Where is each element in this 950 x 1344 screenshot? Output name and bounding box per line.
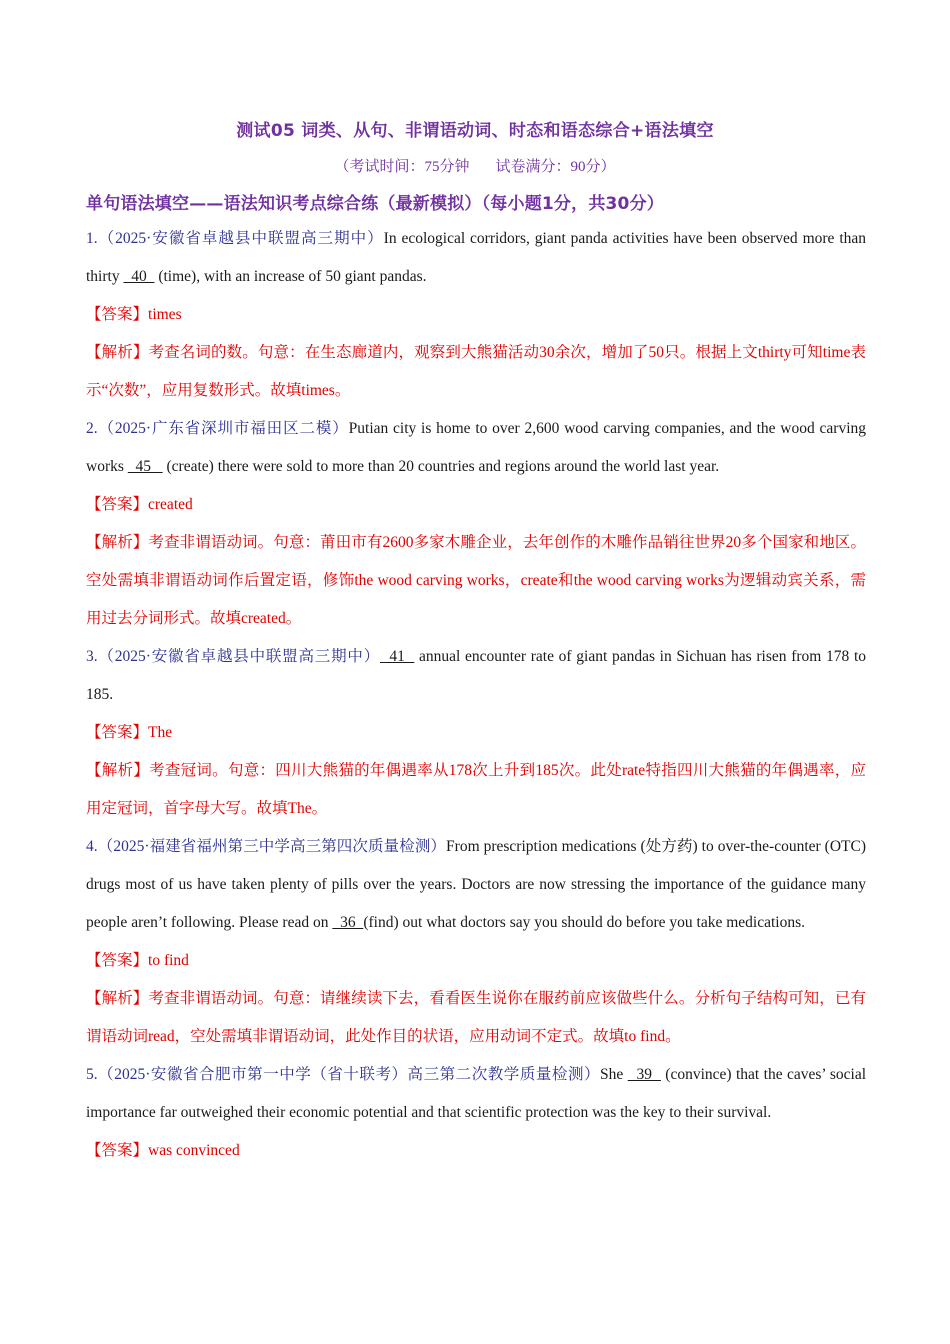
analysis-text: 考查名词的数。句意：在生态廊道内，观察到大熊猫活动30余次，增加了50只。根据上文thirty可知time表示“次数”，应用复数形式。故填times。: [86, 344, 866, 399]
answer-blank: 39: [627, 1066, 661, 1083]
analysis-tag: 【解析】: [86, 534, 149, 551]
answer-value: The: [148, 724, 173, 741]
question-stem-before: Putian city is home to over 2,600 wood carving companies, and the wood carving works: [86, 420, 866, 475]
question-source: （2025·安徽省卓越县中联盟高三期中）: [97, 230, 384, 247]
question-stem-after: (find) out what doctors say you should do before you take medications.: [363, 914, 805, 931]
answer-value: was convinced: [148, 1142, 240, 1159]
analysis-text: 考查非谓语动词。句意：请继续读下去，看看医生说你在服药前应该做些什么。分析句子结构可知，已有谓语动词read，空处需填非谓语动词，此处作目的状语，应用动词不定式。故填to find。: [86, 990, 866, 1045]
answer-value: to find: [148, 952, 189, 969]
question-stem-before: In ecological corridors, giant panda activities have been observed more than thirty: [86, 230, 867, 285]
answer-blank: 41: [380, 648, 415, 665]
answer-blank: 40: [123, 268, 155, 285]
question-item: [86, 828, 866, 1056]
page-title: 测试05 词类、从句、非谓语动词、时态和语态综合+语法填空: [236, 121, 714, 141]
question-stem-after: (create) there were sold to more than 20 countries and regions around the world last year.: [162, 458, 720, 475]
analysis-text: 考查冠词。句意：四川大熊猫的年偶遇率从178次上升到185次。此处rate特指四川大熊猫的年偶遇率，应用定冠词，首字母大写。故填The。: [86, 762, 866, 817]
question-item: [86, 410, 866, 638]
question-text: [86, 220, 866, 296]
answer-tag: 【答案】: [86, 1142, 149, 1159]
answer-line: [86, 486, 866, 524]
analysis-text: 考查非谓语动词。句意：莆田市有2600多家木雕企业，去年创作的木雕作品销往世界20多个国家和地区。空处需填非谓语动词作后置定语，修饰the wood carving works，create和the wood carving works为逻辑动宾关系，需用过去分词形式。故填created。: [86, 534, 866, 627]
analysis-tag: 【解析】: [86, 344, 149, 361]
analysis-tag: 【解析】: [86, 990, 149, 1007]
answer-line: [86, 714, 866, 752]
question-number: 5.: [86, 1066, 98, 1083]
question-list: [86, 220, 866, 1170]
answer-tag: 【答案】: [86, 952, 149, 969]
exam-info: [0, 155, 950, 176]
analysis-line: [86, 524, 866, 638]
question-stem-after: (time), with an increase of 50 giant pandas.: [154, 268, 427, 285]
question-number: 3.: [86, 648, 98, 665]
question-text: [86, 410, 866, 486]
answer-value: created: [148, 496, 193, 513]
answer-tag: 【答案】: [86, 496, 149, 513]
answer-value: times: [148, 306, 182, 323]
question-stem-before: She: [600, 1066, 628, 1083]
question-number: 4.: [86, 838, 98, 855]
analysis-line: [86, 334, 866, 410]
question-text: [86, 638, 866, 714]
question-stem-after: annual encounter rate of giant pandas in Sichuan has risen from 178 to 185.: [86, 648, 867, 703]
answer-tag: 【答案】: [86, 724, 149, 741]
question-source: （2025·安徽省合肥市第一中学（省十联考）高三第二次教学质量检测）: [97, 1066, 601, 1083]
question-stem-after: (convince) that the caves’ social importance far outweighed their economic potential and that scientific protection was the key to their survival.: [86, 1066, 867, 1121]
answer-tag: 【答案】: [86, 306, 149, 323]
analysis-tag: 【解析】: [86, 762, 150, 779]
question-text: [86, 1056, 866, 1132]
analysis-line: [86, 752, 866, 828]
answer-line: [86, 296, 866, 334]
question-source: （2025·安徽省卓越县中联盟高三期中）: [97, 648, 381, 665]
question-number: 1.: [86, 230, 98, 247]
answer-blank: 36: [332, 914, 364, 931]
question-number: 2.: [86, 420, 98, 437]
question-source: （2025·福建省福州第三中学高三第四次质量检测）: [97, 838, 447, 855]
answer-blank: 45: [127, 458, 163, 475]
section-heading: 单句语法填空——语法知识考点综合练（最新模拟）（每小题1分，共30分）: [86, 194, 664, 214]
analysis-line: [86, 980, 866, 1056]
exam-time: （考试时间：75分钟: [334, 159, 470, 175]
question-item: [86, 1056, 866, 1170]
question-item: [86, 220, 866, 410]
exam-score: 试卷满分：90分）: [495, 159, 616, 175]
question-item: [86, 638, 866, 828]
question-stem-before: From prescription medications (处方药) to over-the-counter (OTC) drugs most of us have taken plenty of pills over the years. Doctors are now stressing the importance of the guidance many people aren’t following. Please read on: [86, 838, 866, 931]
question-text: [86, 828, 866, 942]
answer-line: [86, 942, 866, 980]
question-source: （2025·广东省深圳市福田区二模）: [97, 420, 349, 437]
answer-line: [86, 1132, 866, 1170]
